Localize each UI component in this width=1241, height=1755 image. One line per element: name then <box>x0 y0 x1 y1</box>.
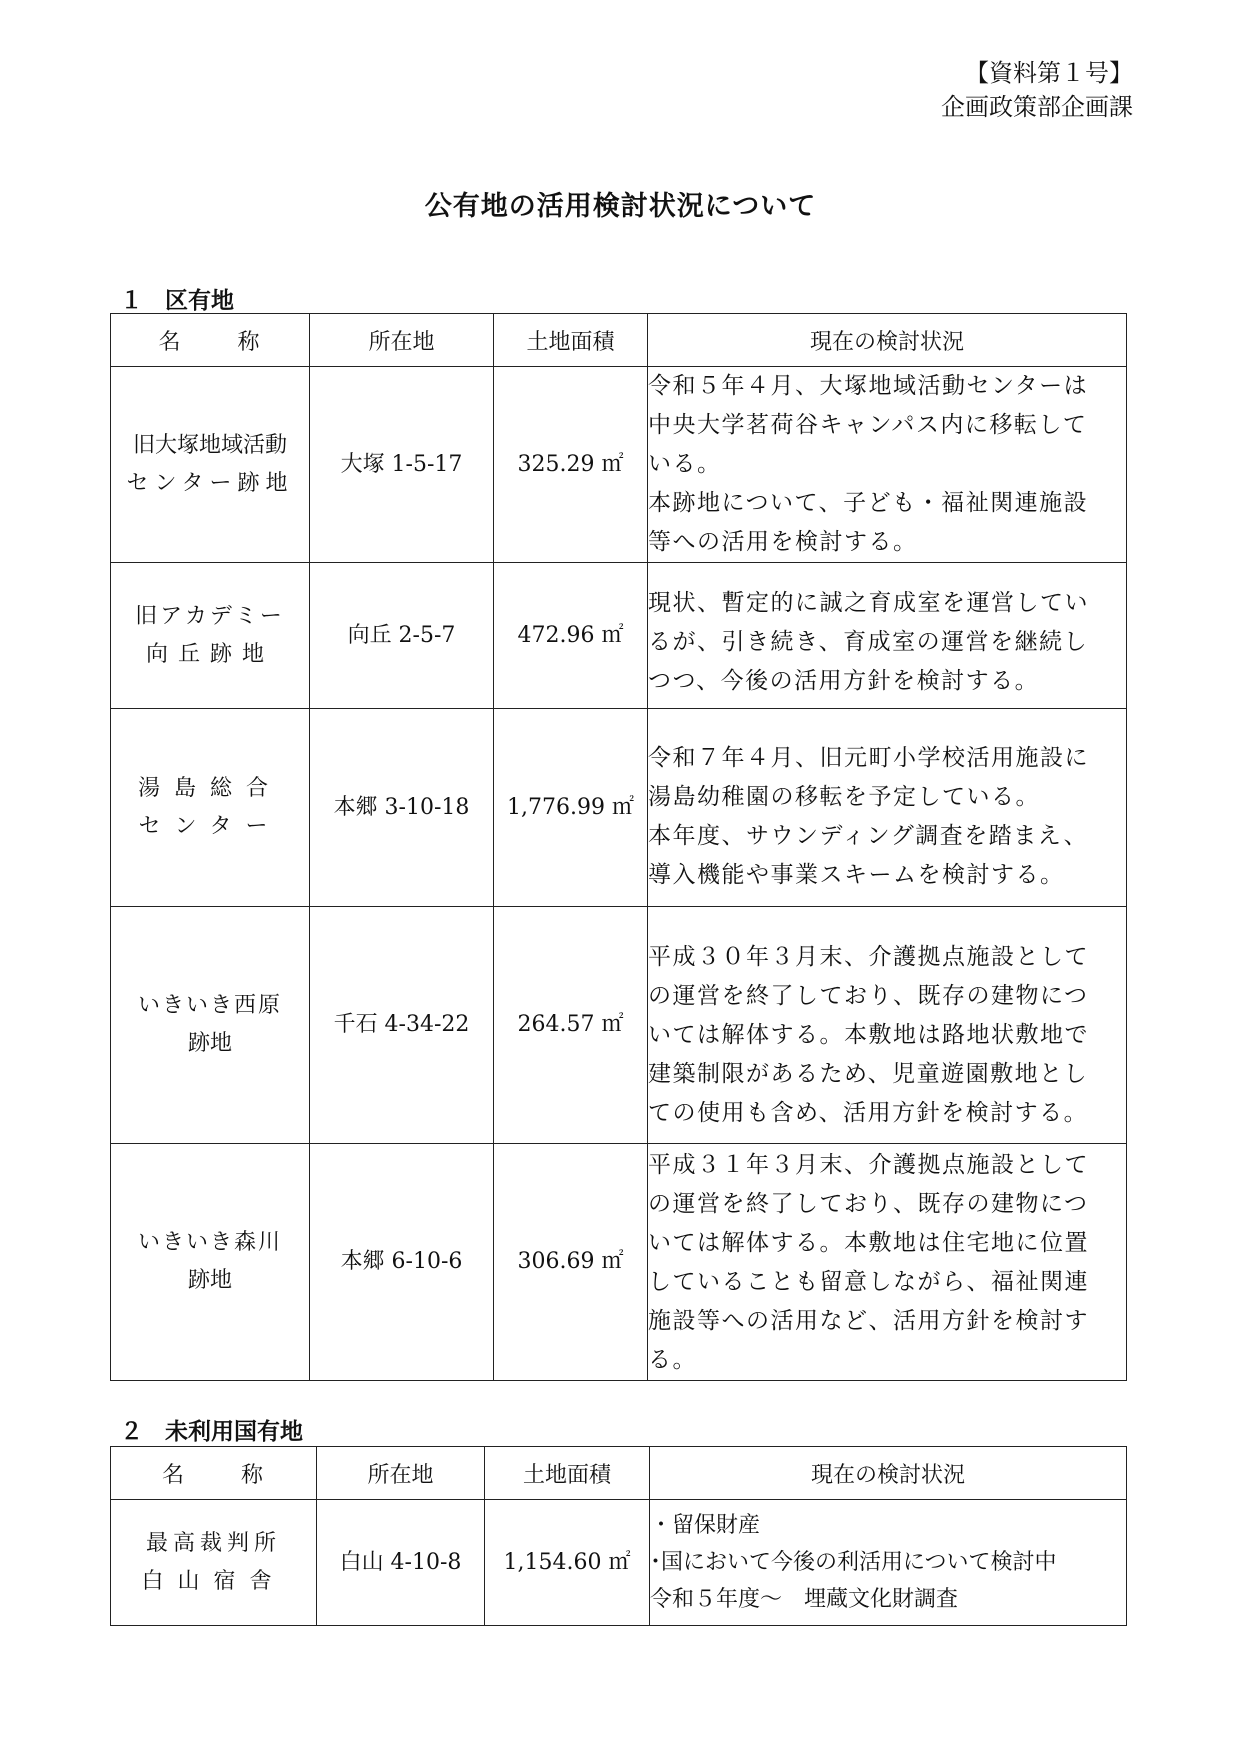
row-location: 千石 4-34-22 <box>310 907 494 1144</box>
table-header-row <box>111 1447 1127 1500</box>
column-header-status: 現在の検討状況 <box>650 1447 1127 1500</box>
row-status: 現状、暫定的に誠之育成室を運営してい るが、引き続き、育成室の運営を継続し つつ、今後の活用方針を検討する。 <box>648 563 1127 709</box>
column-header-name: 名 称 <box>111 1447 317 1500</box>
row-area: 472.96 ㎡ <box>494 563 648 709</box>
document-header <box>941 56 1133 124</box>
section2-heading <box>120 1413 303 1446</box>
row-area: 1,154.60 ㎡ <box>485 1500 650 1626</box>
row-status: ・留保財産 ･国において今後の利活用について検討中 令和５年度～ 埋蔵文化財調査 <box>650 1500 1127 1626</box>
row-status: 令和５年４月、大塚地域活動センターは 中央大学茗荷谷キャンパス内に移転して いる。 本跡地について、子ども・福祉関連施設 等への活用を検討する。 <box>648 367 1127 563</box>
row-area: 325.29 ㎡ <box>494 367 648 563</box>
row-name: 旧アカデミー 向丘跡地 <box>111 563 310 709</box>
row-location: 大塚 1-5-17 <box>310 367 494 563</box>
column-header-location: 所在地 <box>310 314 494 367</box>
table-row <box>111 709 1127 907</box>
row-location: 向丘 2-5-7 <box>310 563 494 709</box>
column-header-area: 土地面積 <box>494 314 648 367</box>
section1-title: 区有地 <box>165 288 234 314</box>
row-status: 平成３０年３月末、介護拠点施設として の運営を終了しており、既存の建物につ いては解体する。本敷地は路地状敷地で 建築制限があるため、児童遊園敷地とし ての使用も含め、活用方針を検討する。 <box>648 907 1127 1144</box>
column-header-area: 土地面積 <box>485 1447 650 1500</box>
section2-table <box>110 1446 1127 1626</box>
row-name: 旧大塚地域活動 センター跡地 <box>111 367 310 563</box>
row-area: 1,776.99 ㎡ <box>494 709 648 907</box>
table-row <box>111 1144 1127 1381</box>
row-location: 本郷 6-10-6 <box>310 1144 494 1381</box>
table-row <box>111 907 1127 1144</box>
section1-heading <box>120 282 234 315</box>
page-title: 公有地の活用検討状況について <box>424 191 817 222</box>
doc-number: 【資料第１号】 <box>965 59 1133 87</box>
row-location: 本郷 3-10-18 <box>310 709 494 907</box>
row-status: 令和７年４月、旧元町小学校活用施設に 湯島幼稚園の移転を予定している。 本年度、サウンディング調査を踏まえ、 導入機能や事業スキームを検討する。 <box>648 709 1127 907</box>
table-row <box>111 367 1127 563</box>
row-name: 湯島総合 センター <box>111 709 310 907</box>
section2-number: ２ <box>120 1419 143 1445</box>
table-row <box>111 1500 1127 1626</box>
row-name: 最高裁判所 白山宿舎 <box>111 1500 317 1626</box>
department: 企画政策部企画課 <box>941 93 1133 121</box>
row-name: いきいき西原 跡地 <box>111 907 310 1144</box>
column-header-location: 所在地 <box>317 1447 485 1500</box>
column-header-name: 名 称 <box>111 314 310 367</box>
row-area: 264.57 ㎡ <box>494 907 648 1144</box>
section1-number: １ <box>120 288 143 314</box>
row-status: 平成３１年３月末、介護拠点施設として の運営を終了しており、既存の建物につ いては解体する。本敷地は住宅地に位置 していることも留意しながら、福祉関連 施設等への活用など、活用方針を検討す る。 <box>648 1144 1127 1381</box>
row-name: いきいき森川 跡地 <box>111 1144 310 1381</box>
section1-table <box>110 313 1127 1381</box>
table-row <box>111 563 1127 709</box>
section2-title: 未利用国有地 <box>165 1419 303 1445</box>
column-header-status: 現在の検討状況 <box>648 314 1127 367</box>
row-location: 白山 4-10-8 <box>317 1500 485 1626</box>
table-header-row <box>111 314 1127 367</box>
row-area: 306.69 ㎡ <box>494 1144 648 1381</box>
